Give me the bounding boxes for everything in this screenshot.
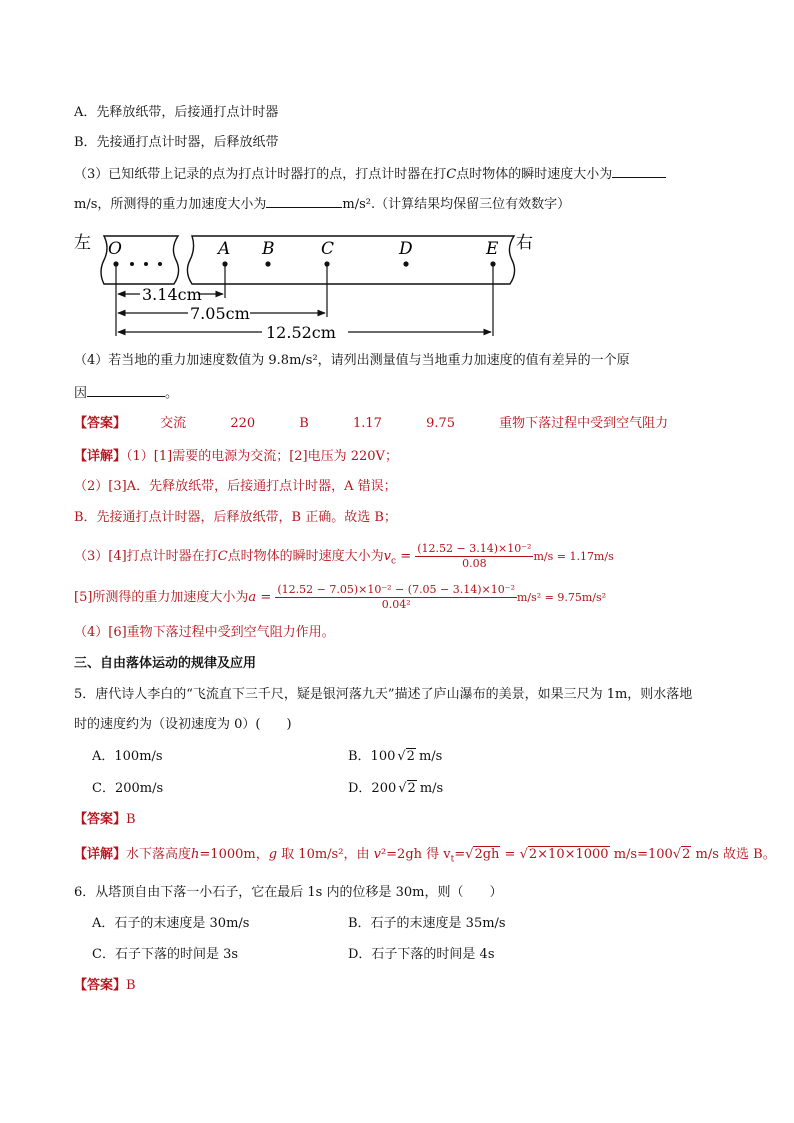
- q5-answer-value: B: [126, 812, 136, 827]
- q6-answer-label: 【答案】: [74, 978, 127, 993]
- acceleration-fraction: [275, 583, 517, 612]
- option-a: A．先释放纸带，后接通打点计时器: [74, 105, 279, 120]
- answer-4: 1.17: [352, 416, 382, 431]
- q5-detail-tail-pre: m/s=100: [609, 847, 673, 862]
- q5-detail-rad2: 2×10×1000: [528, 847, 609, 862]
- q4-part3-line1: [74, 164, 666, 184]
- q6-answer: [74, 977, 136, 995]
- answer-2: 220: [230, 416, 256, 431]
- q4-answer-row: [74, 415, 668, 433]
- point-label-o: O: [108, 239, 122, 259]
- q5-line2: 时的速度约为（设初速度为 0）( ): [74, 717, 292, 732]
- d5-num: (12.52 − 7.05)×10⁻² − (7.05 − 3.14)×10⁻²: [277, 583, 515, 596]
- q6-option-d: D．石子下落的时间是 4s: [348, 947, 495, 962]
- d5-den: 0.04²: [381, 598, 411, 611]
- q5-detail-rad1: 2gh: [474, 847, 500, 862]
- section-title: 三、自由落体运动的规律及应用: [74, 656, 257, 671]
- q4-part3-text-pre: （3）已知纸带上记录的点为打点计时器打的点，打点计时器在打: [74, 167, 447, 182]
- point-label-d: D: [399, 239, 413, 259]
- q5-optd-pre: D．200: [348, 781, 397, 796]
- d4-sub: c: [391, 556, 397, 567]
- q5-detail-g-val: 取 10m/s²，由: [277, 847, 374, 862]
- reason-blank: [87, 383, 165, 397]
- q4-detail-5: [74, 583, 606, 612]
- acceleration-blank: [266, 194, 342, 208]
- d5-res: m/s² = 9.75m/s²: [516, 591, 607, 604]
- q4-part4-line1: （4）若当地的重力加速度数值为 9.8m/s²，请列出测量值与当地重力加速度的值有差异的一个原: [74, 353, 630, 368]
- q5-detail-eq2: =: [500, 847, 520, 862]
- answer-5: 9.75: [426, 416, 456, 431]
- velocity-fraction: [415, 542, 533, 571]
- q4-detail-4: [74, 542, 614, 571]
- point-label-a: A: [218, 239, 231, 259]
- d4-var: v: [383, 549, 392, 564]
- d4-res: m/s = 1.17m/s: [533, 550, 614, 563]
- q5-optd-radicand: 2: [407, 781, 416, 796]
- tape-left-label: 左: [74, 233, 91, 253]
- q4-part3-unit2: m/s²: [342, 197, 371, 212]
- q5-detail-eq: =: [454, 847, 466, 862]
- q5-detail-h: h: [191, 847, 200, 862]
- q5-detail: 【详解】水下落高度h=1000m，g 取 10m/s²，由 v²=2gh 得 $v_t=√2gh = √2\times 10\times 1000$ m/s=100√2 m/s 故选 B。: [74, 847, 776, 865]
- q5-optb-pre: B．100: [348, 749, 396, 764]
- q6-option-a: A．石子的末速度是 30m/s: [92, 916, 250, 931]
- q4-detail-2: （2）[3]A．先释放纸带，后接通打点计时器，A 错误；: [74, 479, 397, 494]
- q4-part4-post: 。: [165, 386, 179, 401]
- q5-optb-radicand: 2: [406, 749, 415, 764]
- dim-label-2: 7.05cm: [190, 304, 250, 323]
- answer-3: B: [299, 416, 309, 431]
- q6-answer-value: B: [126, 978, 136, 993]
- dim-label-3: 12.52cm: [266, 323, 336, 342]
- dot-2: [144, 262, 148, 266]
- q5-line1: 5．唐代诗人李白的“飞流直下三千尺，疑是银河落九天”描述了庐山瀑布的美景，如果三尺为 1m，则水落地: [74, 687, 693, 702]
- q4-part3-text-post: 点时物体的瞬时速度大小为: [456, 167, 613, 182]
- dim-label-1: 3.14cm: [142, 285, 202, 304]
- q5-optb-unit: m/s: [418, 749, 443, 764]
- dot-b: [265, 261, 270, 266]
- answer-6: 重物下落过程中受到空气阻力: [499, 416, 669, 431]
- d4-mid: 点时物体的瞬时速度大小为: [227, 549, 384, 564]
- q5-detail-rad3: 2: [682, 847, 691, 862]
- q4-part4-line2: [74, 383, 178, 403]
- d4-eq: =: [396, 549, 416, 564]
- velocity-blank: [612, 164, 666, 178]
- d5-var: a: [248, 590, 257, 605]
- q4-part3-line2: [74, 194, 570, 214]
- detail-1-text: （1）[1]需要的电源为交流；[2]电压为 220V；: [126, 449, 398, 464]
- dot-1: [130, 262, 134, 266]
- detail-label: 【详解】: [74, 449, 127, 464]
- answer-label: 【答案】: [74, 416, 127, 431]
- d5-eq: =: [256, 590, 276, 605]
- point-label-b: B: [262, 239, 275, 259]
- tape-right-label: 右: [516, 233, 533, 253]
- q5-detail-g: g: [268, 847, 278, 862]
- q5-option-b: B．100 √2 m/s: [348, 749, 443, 764]
- q5-detail-formula: ²=2gh 得 v: [380, 847, 451, 862]
- q5-detail-label: 【详解】: [74, 847, 127, 862]
- q5-detail-v: v: [373, 847, 381, 862]
- option-b: B．先接通打点计时器，后释放纸带: [74, 135, 279, 150]
- q6-line1: 6．从塔顶自由下落一小石子，它在最后 1s 内的位移是 30m，则（ ）: [74, 885, 503, 900]
- point-c: C: [446, 167, 457, 182]
- paper-tape-diagram: [70, 224, 540, 344]
- q5-detail-tail-post: m/s 故选 B。: [691, 847, 776, 862]
- q4-detail-1: [74, 448, 398, 466]
- d4-den: 0.08: [462, 557, 487, 570]
- q5-detail-vt: t: [450, 854, 455, 865]
- q5-option-d: D．200 √2 m/s: [348, 781, 444, 796]
- q5-answer-label: 【答案】: [74, 812, 127, 827]
- q4-part4-pre: 因: [74, 386, 88, 401]
- dot-3: [158, 262, 162, 266]
- q4-detail-6: （4）[6]重物下落过程中受到空气阻力作用。: [74, 625, 335, 640]
- q4-part3-note: .（计算结果均保留三位有效数字）: [370, 197, 571, 212]
- q6-option-b: B．石子的末速度是 35m/s: [348, 916, 506, 931]
- answer-1: 交流: [160, 416, 187, 431]
- q4-part3-unit1: m/s，所测得的重力加速度大小为: [74, 197, 267, 212]
- q5-optd-unit: m/s: [419, 781, 444, 796]
- d5-pre: [5]所测得的重力加速度大小为: [74, 590, 249, 605]
- q5-option-c: C．200m/s: [92, 781, 164, 796]
- point-label-c: C: [321, 239, 335, 259]
- q6-option-c: C．石子下落的时间是 3s: [92, 947, 239, 962]
- dot-d: [403, 261, 408, 266]
- tape-right-piece: [187, 236, 514, 284]
- q5-answer: [74, 811, 136, 829]
- d4-point: C: [217, 549, 228, 564]
- q5-detail-pre: 水下落高度: [126, 847, 192, 862]
- q4-detail-3: B．先接通打点计时器，后释放纸带，B 正确。故选 B；: [74, 510, 397, 525]
- q5-option-a: A．100m/s: [92, 749, 163, 764]
- d4-num: (12.52 − 3.14)×10⁻²: [417, 542, 532, 555]
- q5-detail-h-val: =1000m，: [199, 847, 269, 862]
- point-label-e: E: [486, 239, 499, 259]
- d4-pre: （3）[4]打点计时器在打: [74, 549, 218, 564]
